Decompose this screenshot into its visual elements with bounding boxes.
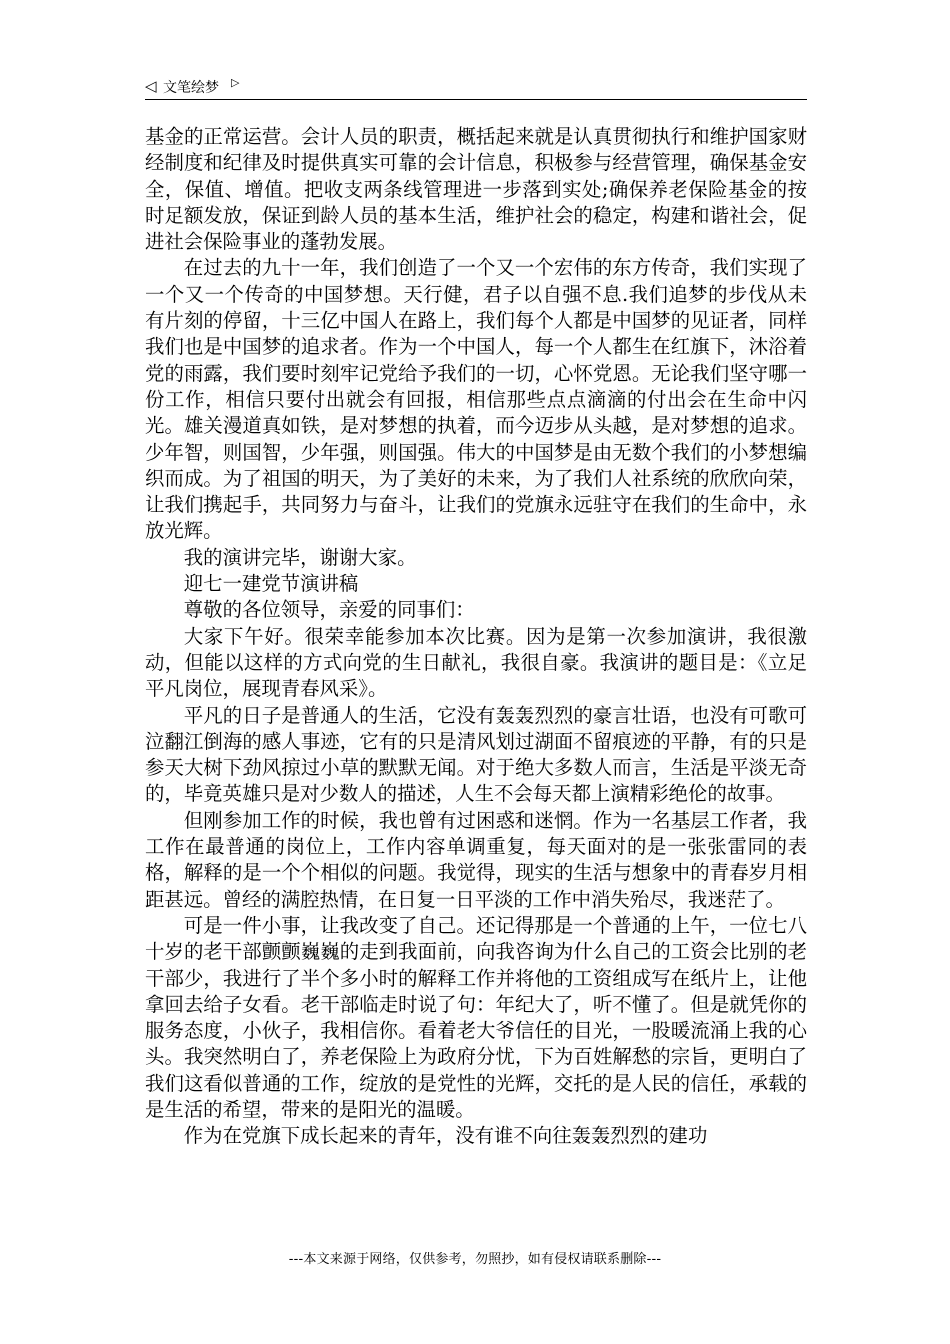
paragraph: 作为在党旗下成长起来的青年，没有谁不向往轰轰烈烈的建功: [183, 1124, 708, 1148]
paragraph: 平凡的日子是普通人的生活，它没有轰轰烈烈的豪言壮语，也没有可歌可泣翻江倒海的感人事迹，它有的只是清风划过湖面不留痕迹的平静，有的只是参天大树下劲风掠过小草的默默无闻。对于绝大多数人而言，生活是平淡无奇的，毕竟英雄只是对少数人的描述，人生不会每天都上演精彩绝伦的故事。: [145, 703, 807, 806]
paragraph: 大家下午好。很荣幸能参加本次比赛。因为是第一次参加演讲，我很激动，但能以这样的方式向党的生日献礼，我很自豪。我演讲的题目是：《立足平凡岗位，展现青春风采》。: [145, 624, 807, 701]
page-header: [145, 73, 807, 100]
document-body: [145, 124, 807, 1150]
header-brand: 文笔绘梦: [163, 80, 219, 96]
paragraph: 可是一件小事，让我改变了自己。还记得那是一个普通的上午，一位七八十岁的老干部颤颤巍巍的走到我面前，向我咨询为什么自己的工资会比别的老干部少，我进行了半个多小时的解释工作并将他的工资组成写在纸片上，让他拿回去给子女看。老干部临走时说了句：年纪大了，听不懂了。但是就凭你的服务态度，小伙子，我相信你。看着老大爷信任的目光，一股暖流涌上我的心头。我突然明白了，养老保险上为政府分忧，下为百姓解愁的宗旨，更明白了我们这看似普通的工作，绽放的是党性的光辉，交托的是人民的信任，承载的是生活的希望，带来的是阳光的温暖。: [145, 913, 807, 1121]
triangle-left-icon: ◁: [145, 77, 157, 95]
paragraph: 我的演讲完毕，谢谢大家。: [183, 545, 417, 569]
footer-notice: ---本文来源于网络，仅供参考，勿照抄，如有侵权请联系删除---: [288, 1252, 662, 1267]
triangle-right-icon: ▷: [231, 76, 240, 89]
salutation: 尊敬的各位领导，亲爱的同事们：: [183, 598, 475, 622]
paragraph: 基金的正常运营。会计人员的职责，概括起来就是认真贯彻执行和维护国家财经制度和纪律及时提供真实可靠的会计信息，积极参与经营管理，确保基金安全，保值、增值。把收支两条线管理进一步落到实处;确保养老保险基金的按时足额发放，保证到龄人员的基本生活，维护社会的稳定，构建和谐社会，促进社会保险事业的蓬勃发展。: [145, 125, 807, 254]
speech-title: 迎七一建党节演讲稿: [183, 572, 359, 596]
paragraph: 但刚参加工作的时候，我也曾有过困惑和迷惘。作为一名基层工作者，我工作在最普通的岗位上，工作内容单调重复，每天面对的是一张张雷同的表格，解释的是一个个相似的问题。我觉得，现实的生活与想象中的青春岁月相距甚远。曾经的满腔热情，在日复一日平淡的工作中消失殆尽，我迷茫了。: [145, 808, 807, 911]
paragraph: 在过去的九十一年，我们创造了一个又一个宏伟的东方传奇，我们实现了一个又一个传奇的中国梦想。天行健，君子以自强不息.我们追梦的步伐从未有片刻的停留，十三亿中国人在路上，我们每个人都是中国梦的见证者，同样我们也是中国梦的追求者。作为一个中国人，每一个人都生在红旗下，沐浴着党的雨露，我们要时刻牢记党给予我们的一切，心怀党恩。无论我们坚守哪一份工作，相信只要付出就会有回报，相信那些点点滴滴的付出会在生命中闪光。雄关漫道真如铁，是对梦想的执着，而今迈步从头越，是对梦想的追求。少年智，则国智，少年强，则国强。伟大的中国梦是由无数个我们的小梦想编织而成。为了祖国的明天，为了美好的未来，为了我们人社系统的欣欣向荣，让我们携起手，共同努力与奋斗，让我们的党旗永远驻守在我们的生命中，永放光辉。: [145, 256, 807, 543]
